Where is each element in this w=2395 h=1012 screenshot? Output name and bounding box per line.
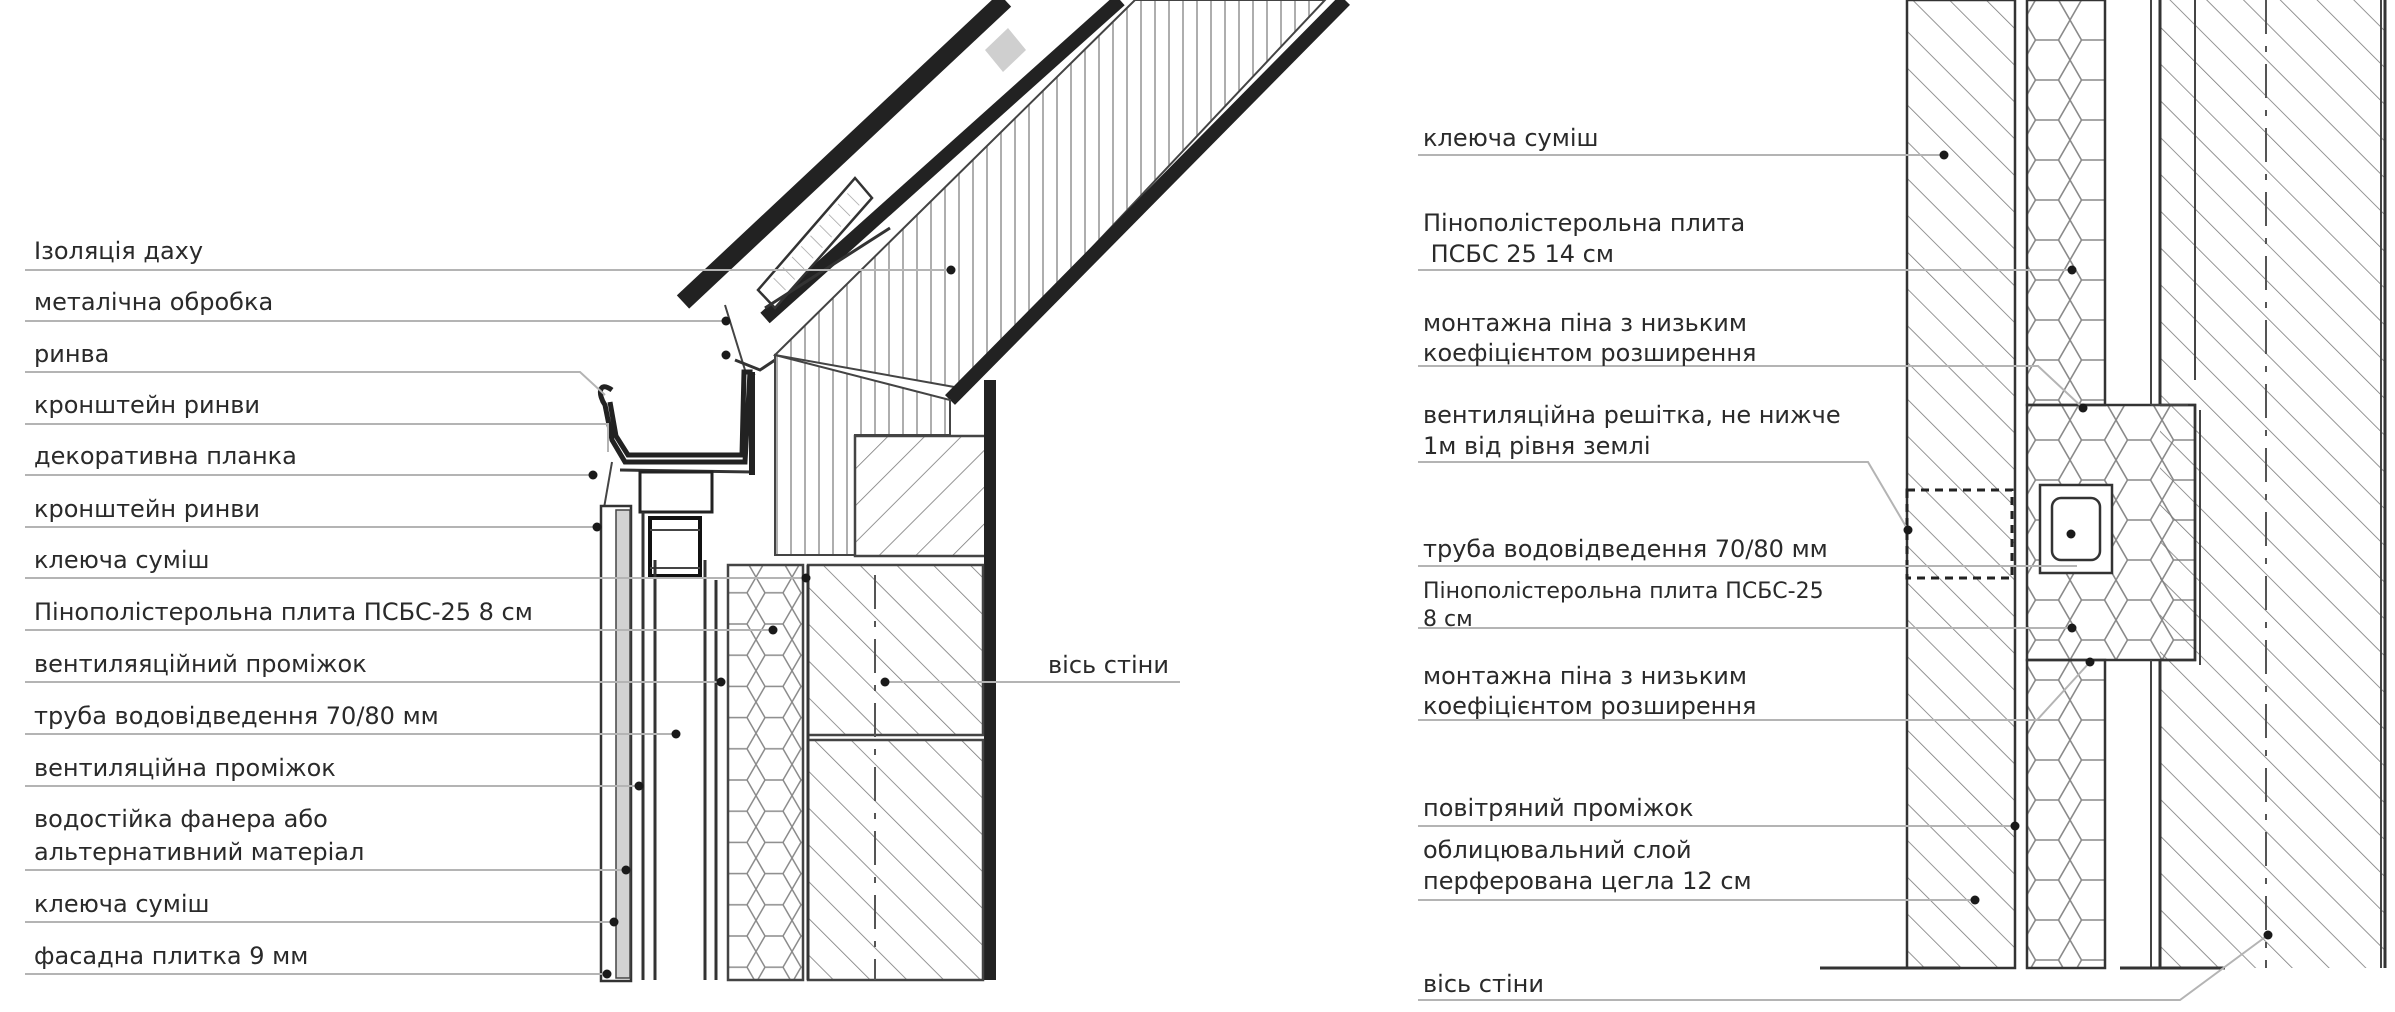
label-facade-tile: фасадна плитка 9 мм [34,942,309,970]
eaves-detail [25,0,1345,981]
label-wall-axis-r: вісь стіни [1423,970,1544,998]
right-labels [1423,124,1841,998]
label-adhesive-2: клеюча суміш [34,890,210,918]
label-foam-line2: коефіцієнтом розширення [1423,339,1757,367]
label-roof-insulation: Ізоляція даху [34,237,204,265]
label-air-gap: повітряний проміжок [1423,794,1694,822]
label-vent-grille-line2: 1м від рівня землі [1423,432,1651,460]
label-drain-pipe-r: труба водовідведення 70/80 мм [1423,535,1828,563]
label-foam2-line2: коефіцієнтом розширення [1423,692,1757,720]
label-facing-line1: облицювальний слой [1423,836,1692,864]
label-adhesive-r: клеюча суміш [1423,124,1599,152]
bearing-wall [2151,0,2385,968]
label-plywood-line2: альтернативний матеріал [34,838,365,866]
label-eps-8-line1: Пінополістерольна плита ПСБС-25 [1423,579,1824,604]
label-wall-axis: вісь стіни [1048,651,1169,679]
label-foam-line1: монтажна піна з низьким [1423,309,1747,337]
label-metal-flashing: металічна обробка [34,288,274,316]
wall-base-detail [1418,0,2385,1000]
label-eps-board-r-line1: Пінополістерольна плита [1423,209,1746,237]
label-vent-grille-line1: вентиляційна решітка, не нижче [1423,401,1841,429]
label-vent-gap: вентиляяційний проміжок [34,650,367,678]
label-gutter: ринва [34,340,110,368]
label-decorative-plank: декоративна планка [34,442,297,470]
label-adhesive: клеюча суміш [34,546,210,574]
label-gutter-bracket-2: кронштейн ринви [34,495,260,523]
label-plywood-line1: водостійка фанера або [34,805,328,833]
label-foam2-line1: монтажна піна з низьким [1423,662,1747,690]
label-drain-pipe: труба водовідведення 70/80 мм [34,702,439,730]
facing-brick [1907,0,2015,968]
label-eps-board: Пінополістерольна плита ПСБС-25 8 см [34,598,533,626]
label-gutter-bracket: кронштейн ринви [34,391,260,419]
label-facing-line2: перферована цегла 12 см [1423,867,1752,895]
label-vent-gap-2: вентиляційна проміжок [34,754,336,782]
label-eps-8-line2: 8 см [1423,607,1473,632]
label-eps-board-r-line2: ПСБС 25 14 см [1423,240,1614,268]
